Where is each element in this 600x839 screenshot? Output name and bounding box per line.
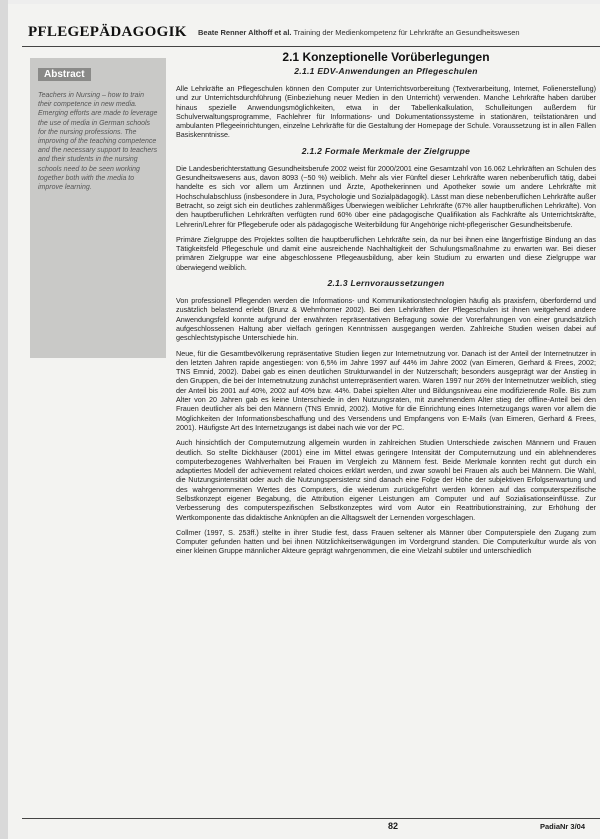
- page-number: 82: [388, 821, 399, 831]
- paragraph: Von professionell Pflegenden werden die Informations- und Kommunikationstechnologien häufig als praxisfern, überfordernd und zusätzlich belastend erlebt (Brunz & Wehmhorner 2002). Bei den Lehrkräften der Pflegeschulen ist ihnen weitgehend andere Anwendungsfeld konnte aufgrund der erwähnten repräsentativen Befragung sowie der Vorerfahrungen von einer grundsätzlich aufgeschlossenen Haltung aber vielfach geringen Kenntnissen ausgegangen werden. Zahlreiche Studien weisen dabei auf geschlechtstypische Unterschiede hin.: [176, 296, 596, 343]
- paragraph: Die Landesberichterstattung Gesundheitsberufe 2002 weist für 2000/2001 eine Gesamtzahl von 16.062 Lehrkräften an Schulen des Gesundheitswesens aus, davon 8093 (~50 %) weiblich. Mehr als vier Fünftel dieser Lehrkräfte waren nebenberuflich tätig, dabei handelte es sich vor allem um Ärztinnen und Ärzte, Apothekerinnen und Apotheker sowie um andere Lehrkräfte mit Hochschulabschluss (insbesondere in Jura, Psychologie und Sozialpädagogik). Lässt man diese nebenberuflichen Lehrkräfte außer Betracht, so zeigt sich ein deutliches zahlenmäßiges Überwiegen weiblicher Lehrkräfte (67% aller hauptberuflichen Lehrkräfte). Von den hauptberuflichen Lehrkräften verfügten rund 60% über eine pädagogische Qualifikation als Fachkräfte als Unterrichtskräfte, Lehrerin/Lehrer für Pflegeberufe oder als pädagogische Weiterbildung für Angehörige nicht-pflegerischer Gesundheitsberufe.: [176, 163, 596, 229]
- running-head-title: Training der Medienkompetenz für Lehrkräfte an Gesundheitswesen: [293, 28, 520, 37]
- running-head: [198, 28, 598, 37]
- footer-journal: PadiaNr 3/04: [540, 822, 586, 831]
- abstract-title: Abstract: [38, 68, 91, 81]
- journal-name: PFLEGEPÄDAGOGIK: [28, 24, 187, 40]
- journal-page: [8, 4, 600, 839]
- scan-edge: [0, 0, 8, 839]
- abstract-text: Teachers in Nursing – how to train their competence in new media. Emerging efforts are made to leverage the use of media in German schools for the nursing professions. The improving of the teaching competence and the necessary support to teachers and their students in the nursing schools need to be seen working together both with the media to improve learning.: [38, 92, 158, 192]
- abstract-box: [30, 58, 166, 358]
- paragraph: Neue, für die Gesamtbevölkerung repräsentative Studien liegen zur Internetnutzung vor. Danach ist der Anteil der Internetnutzer in den letzten Jahren rapide angestiegen: von 6,5% im Jahre 1997 auf 44% im Jahre 2002 (van Eimeren, Gerhard & Frees, 2002; TNS Emnid, 2002). Dabei gab es einen deutlichen Strukturwandel in der Nutzerschaft; besonders ausgeprägt war der Anstieg in den Gruppen, die bei der Internetnutzung zunächst unterrepräsentiert waren. Waren 1997 nur 26% der Internetnutzer weiblich, stieg der Anteil bis 2001 auf 40%, 2002 auf 40% bzw. 44%. Dabei spielten Alter und Bildungsniveau eine modifizierende Rolle. Bis zum Alter von 20 Jahren gab es keine Unterschiede in den Nutzungsraten, mit zunehmendem Alter stieg der offline-Anteil bei den Frauen deutlicher als bei den Männern (TNS Emnid, 2002). Motive für die Einrichtung eines Internetzugangs waren vor allem die Möglichkeiten der Informationsbeschaffung und des Versendens und Empfangens von E-Mails (van Eimeren, Gerhard & Frees, 2001). Häufigste Art des Internetzugangs ist dabei nach wie vor der PC.: [176, 348, 596, 432]
- subsection-title: 2.1.3 Lernvoraussetzungen: [327, 278, 445, 289]
- article-body: [176, 50, 596, 810]
- section-title: 2.1 Konzeptionelle Vorüberlegungen: [282, 50, 490, 64]
- paragraph: Primäre Zielgruppe des Projektes sollten die hauptberuflichen Lehrkräfte sein, da nur bei ihnen eine längerfristige Bindung an das Tätigkeitsfeld Pflegeschule und damit eine ausreichende Nachhaltigkeit der Schulungsmaßnahme zu erwarten war. Bei dieser primären Zielgruppe war eine abgeschlossene Pflegeausbildung, aber kein Studium zu erwarten und diese Zielgruppe war überwiegend weiblich.: [176, 234, 596, 272]
- paragraph: Collmer (1997, S. 253ff.) stellte in ihrer Studie fest, dass Frauen seltener als Männer über Computerspiele den Zugang zum Computer gefunden hatten und bei ihnen Nützlichkeitserwägungen im Vordergrund standen. Die Computerkultur wurde als von einer kleinen Gruppe männlicher Akteure geprägt wahrgenommen, die eine Vielzahl subtiler und unterschiedlich: [176, 527, 596, 556]
- running-head-authors: Beate Renner Althoff et al.: [198, 28, 292, 37]
- paragraph: Alle Lehrkräfte an Pflegeschulen können den Computer zur Unterrichtsvorbereitung (Textverarbeitung, Internet, Folienerstellung) und zur Unterrichtsdurchführung (Einbeziehung neuer Medien in den Unterricht) verwenden. Manche Lehrkräfte haben darüber hinaus spezielle Anwendungsmöglichkeiten, etwa in der Tabellenkalkulation, Schulleitungen außerdem für Schulverwaltungsprogramme, Fachlehrer für Informations- und Dokumentationssysteme in stationären, teilstationären und ambulanten Pflegeeinrichtungen, einzelne Lehrkräfte für die Gestaltung der Homepage der Schule. Voraussetzung ist in allen Fällen Basiskenntnisse.: [176, 84, 596, 140]
- subsection-title: 2.1.2 Formale Merkmale der Zielgruppe: [301, 145, 471, 156]
- page-footer: [22, 818, 600, 835]
- paragraph: Auch hinsichtlich der Computernutzung allgemein wurden in zahlreichen Studien Unterschiede zwischen Männern und Frauen deutlich. So stellte Dickhäuser (2001) eine im Mittel etwas geringere Intensität der Computernutzung und ein ablehnenderes computerbezogenes Wahlverhalten bei Frauen im Vergleich zu Männern fest. Beide Merkmale konnten recht gut durch ein adaptiertes Modell der achievement related choices erklärt werden, und zwar sowohl bei Frauen als auch bei Männern. Die Wahl, die Nutzungsintensität oder auch die Nutzungspersistenz sind danach eine Folge der Höhe der subjektiven Erfolgserwartung und des wahrgenommenen Wertes des Computers, die wiederum zurückgeführt werden können auf das computerspezifische Selbstkonzept eigener Begabung, die Attribution eigener Leistungen am Computer und auf Sozialisationseinflüsse. Zur Verbesserung des computerspezifischen Selbstkonzeptes wird vom Autor ein Reattributionstraining, zur Erhöhung der Wertkomponente das didaktische Anknüpfen an die Alltagswelt der Lernenden vorgeschlagen.: [176, 438, 596, 522]
- subsection-title: 2.1.1 EDV-Anwendungen an Pflegeschulen: [294, 66, 478, 76]
- page-header: [22, 22, 600, 47]
